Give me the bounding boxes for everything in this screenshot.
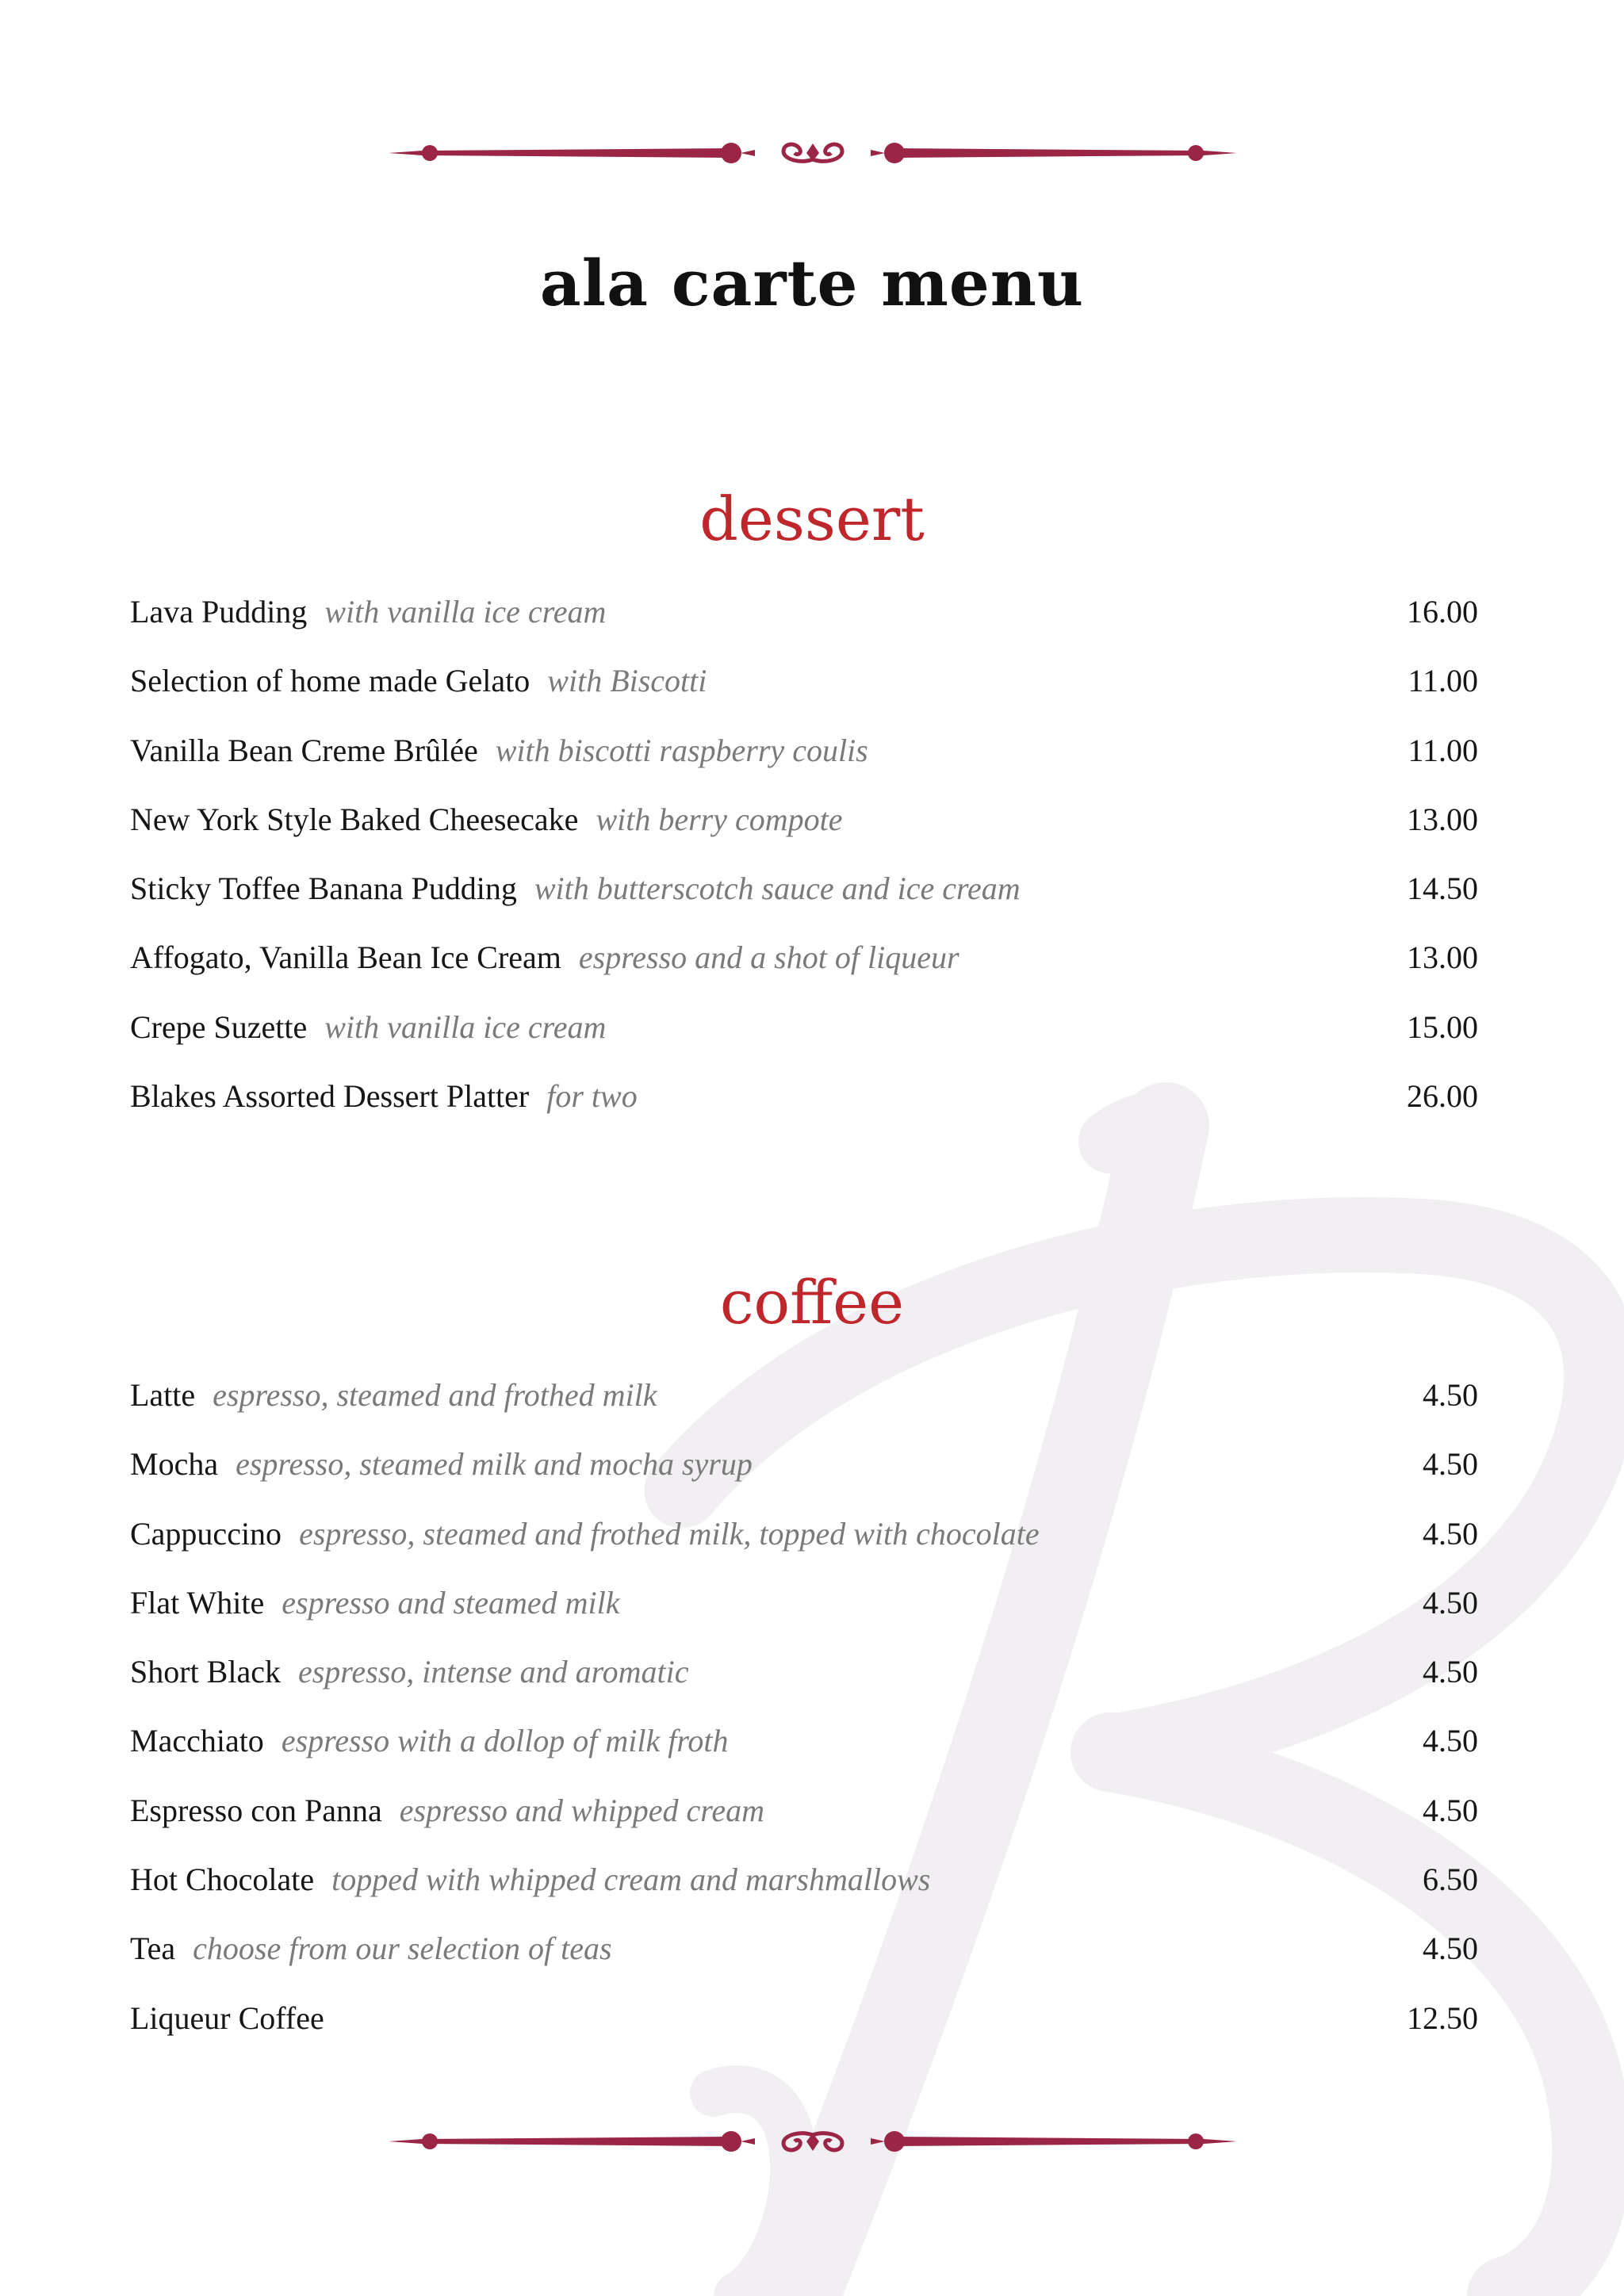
- page-title: ala carte menu: [539, 246, 1085, 320]
- item-name: Liqueur Coffee: [130, 1999, 324, 2036]
- menu-item: [130, 1653, 1478, 1722]
- item-name: Affogato, Vanilla Bean Ice Cream: [130, 939, 561, 976]
- item-name: Blakes Assorted Dessert Platter: [130, 1078, 530, 1115]
- item-price: 12.50: [1407, 1999, 1478, 2036]
- item-name: Latte: [130, 1377, 196, 1413]
- item-description: espresso and a shot of liqueur: [578, 939, 959, 976]
- item-name: Tea: [130, 1931, 176, 1967]
- item-description: with butterscotch sauce and ice cream: [534, 871, 1021, 907]
- item-name: Short Black: [130, 1654, 281, 1690]
- item-name: Espresso con Panna: [130, 1792, 382, 1828]
- item-description: topped with whipped cream and marshmallows: [331, 1862, 931, 1898]
- item-price: 4.50: [1423, 1723, 1478, 1759]
- item-price: 4.50: [1423, 1377, 1478, 1413]
- menu-item: [130, 1445, 1478, 1514]
- item-description: espresso and steamed milk: [282, 1584, 620, 1621]
- item-description: with vanilla ice cream: [324, 1008, 607, 1045]
- item-description: espresso, steamed and frothed milk, topped with chocolate: [299, 1515, 1040, 1552]
- item-name: Cappuccino: [130, 1515, 282, 1552]
- item-name: Flat White: [130, 1584, 265, 1621]
- item-price: 4.50: [1423, 1931, 1478, 1967]
- menu-item: [130, 1077, 1478, 1146]
- item-price: 4.50: [1423, 1446, 1478, 1483]
- item-name: Vanilla Bean Creme Brûlée: [130, 732, 478, 768]
- item-description: with vanilla ice cream: [324, 594, 607, 629]
- item-price: 11.00: [1408, 732, 1478, 768]
- item-price: 11.00: [1408, 663, 1478, 699]
- item-price: 15.00: [1407, 1008, 1478, 1045]
- item-description: espresso and whipped cream: [399, 1792, 765, 1828]
- item-name: Selection of home made Gelato: [130, 663, 530, 699]
- menu-item: [130, 732, 1478, 801]
- item-name: Hot Chocolate: [130, 1862, 315, 1898]
- item-description: espresso, steamed milk and mocha syrup: [236, 1446, 753, 1483]
- item-price: 6.50: [1423, 1862, 1478, 1898]
- item-description: for two: [546, 1078, 638, 1115]
- menu-item: [130, 1792, 1478, 1861]
- menu-item: [130, 1376, 1478, 1445]
- menu-item: [130, 1584, 1478, 1653]
- item-name: Lava Pudding: [130, 594, 308, 629]
- item-description: espresso with a dollop of milk froth: [281, 1723, 729, 1759]
- menu-item: [130, 870, 1478, 939]
- menu-item: [130, 1722, 1478, 1791]
- menu-item: [130, 801, 1478, 870]
- menu-item: [130, 1930, 1478, 1999]
- item-name: Mocha: [130, 1446, 219, 1483]
- section-heading-coffee: coffee: [719, 1267, 905, 1337]
- item-price: 16.00: [1407, 594, 1478, 629]
- menu-item: [130, 1515, 1478, 1584]
- dessert-list: [130, 593, 1478, 1146]
- item-price: 13.00: [1407, 801, 1478, 837]
- menu-item: [130, 593, 1478, 662]
- menu-item: [130, 662, 1478, 731]
- item-price: 4.50: [1423, 1792, 1478, 1828]
- item-description: espresso, steamed and frothed milk: [213, 1377, 657, 1413]
- item-description: choose from our selection of teas: [193, 1931, 612, 1967]
- item-price: 4.50: [1423, 1515, 1478, 1552]
- flourish-divider-icon: [389, 2126, 1237, 2157]
- menu-item: [130, 939, 1478, 1008]
- flourish-divider-icon: [389, 137, 1237, 169]
- item-name: Sticky Toffee Banana Pudding: [130, 871, 517, 907]
- item-description: with Biscotti: [547, 663, 707, 699]
- item-description: with biscotti raspberry coulis: [495, 732, 868, 768]
- menu-item: [130, 1861, 1478, 1930]
- item-price: 14.50: [1407, 871, 1478, 907]
- item-name: Macchiato: [130, 1723, 264, 1759]
- item-name: New York Style Baked Cheesecake: [130, 801, 579, 837]
- item-name: Crepe Suzette: [130, 1008, 308, 1045]
- menu-item: [130, 1008, 1478, 1077]
- item-price: 4.50: [1423, 1584, 1478, 1621]
- item-price: 4.50: [1423, 1654, 1478, 1690]
- item-price: 13.00: [1407, 939, 1478, 976]
- menu-item: [130, 1999, 1478, 2068]
- section-heading-dessert: dessert: [699, 484, 925, 554]
- item-description: with berry compote: [596, 801, 843, 837]
- coffee-list: [130, 1376, 1478, 2068]
- item-price: 26.00: [1407, 1078, 1478, 1115]
- item-description: espresso, intense and aromatic: [297, 1654, 689, 1690]
